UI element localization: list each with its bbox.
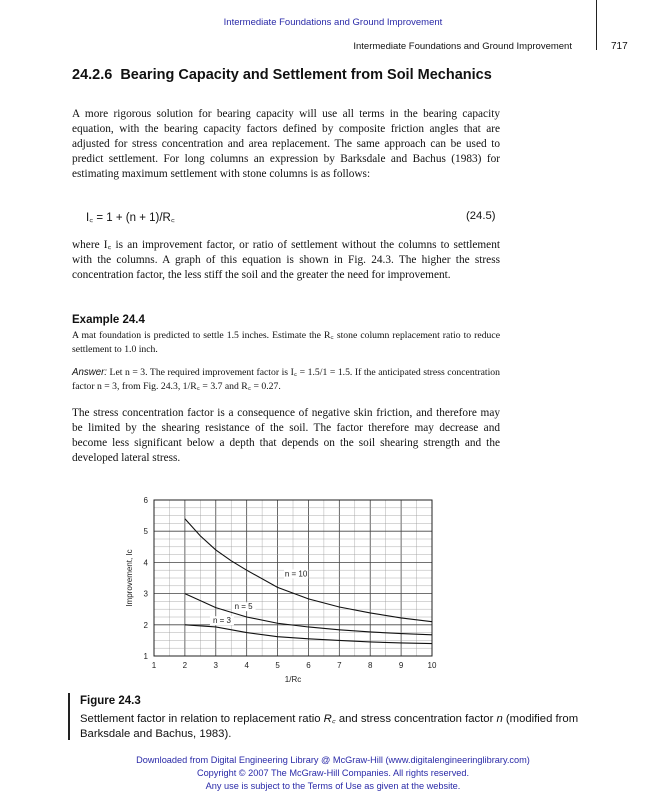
series-label: n = 10 bbox=[284, 569, 308, 579]
page-number: 717 bbox=[611, 41, 628, 52]
footer-download-link[interactable]: Downloaded from Digital Engineering Library @ McGraw-Hill (www.digitalengineeringlibrary.com) bbox=[136, 755, 530, 765]
figure-label: Figure 24.3 bbox=[80, 695, 141, 707]
section-title bbox=[72, 67, 532, 84]
y-tick-label: 1 bbox=[143, 652, 148, 661]
example-text: A mat foundation is predicted to settle 1.5 inches. Estimate the R꜀ stone column replacement ratio to reduce settlement to 1.0 inch. bbox=[72, 330, 500, 355]
footer-terms-link[interactable]: Any use is subject to the Terms of Use as given at the website. bbox=[205, 781, 461, 791]
answer-text: Let n = 3. The required improvement factor is I꜀ = 1.5/1 = 1.5. If the anticipated stress concentration factor n = 3, from Fig. 24.3, 1/R꜀ = 3.7 and R꜀ = 0.27. bbox=[72, 367, 500, 392]
running-head: Intermediate Foundations and Ground Improvement bbox=[353, 41, 572, 52]
caption-part-3: (modified from Barksdale and Bachus, 1983). bbox=[80, 713, 579, 740]
caption-part-1: Settlement factor in relation to replacement ratio bbox=[80, 713, 324, 725]
top-banner: Intermediate Foundations and Ground Improvement bbox=[223, 17, 443, 28]
y-tick-label: 3 bbox=[143, 589, 148, 599]
footer-copyright: Copyright © 2007 The McGraw-Hill Companies. All rights reserved. bbox=[196, 768, 470, 778]
y-tick-label: 2 bbox=[143, 620, 148, 630]
figure-chart bbox=[120, 494, 450, 689]
answer-label: Answer: bbox=[72, 367, 107, 378]
equation-number: (24.5) bbox=[466, 210, 496, 222]
x-tick-label: 6 bbox=[306, 661, 311, 670]
caption-part-2: and stress concentration factor bbox=[335, 713, 497, 725]
x-tick-label: 10 bbox=[427, 661, 437, 670]
y-tick-label: 4 bbox=[143, 558, 148, 568]
section-title-text: Bearing Capacity and Settlement from Soil Mechanics bbox=[120, 67, 492, 83]
x-tick-label: 2 bbox=[182, 661, 188, 670]
y-tick-label: 5 bbox=[143, 527, 148, 537]
x-tick-label: 4 bbox=[244, 661, 249, 670]
section-number: 24.2.6 bbox=[72, 67, 113, 83]
caption-var-1: R꜀ bbox=[323, 713, 336, 725]
caption-var-2: n bbox=[496, 713, 503, 725]
example-heading: Example 24.4 bbox=[72, 314, 145, 326]
y-tick-label: 6 bbox=[143, 496, 148, 505]
series-label: n = 5 bbox=[234, 602, 253, 612]
x-tick-label: 8 bbox=[367, 661, 373, 670]
caption-rule bbox=[68, 693, 70, 740]
equation: I꜀ = 1 + (n + 1)/R꜀ bbox=[86, 212, 175, 224]
y-axis-label: Improvement, Ic bbox=[125, 549, 134, 607]
figure-caption bbox=[80, 712, 620, 742]
x-tick-label: 7 bbox=[337, 661, 342, 670]
x-tick-label: 9 bbox=[398, 661, 404, 670]
body-paragraph-3: The stress concentration factor is a consequence of negative skin friction, and therefore may be limited by the shearing resistance of the soil. The factor therefore may decrease and become less significant below a depth that depends on the soil shearing strength and the developed lateral stress. bbox=[72, 407, 500, 464]
example-answer bbox=[72, 366, 500, 394]
x-tick-label: 1 bbox=[151, 661, 157, 670]
body-paragraph-2: where I꜀ is an improvement factor, or ratio of settlement without the columns to settlement with the columns. A graph of this equation is shown in Fig. 24.3. The higher the stress concentration factor, the less stiff the soil and the greater the need for improvement. bbox=[72, 239, 500, 281]
series-label: n = 3 bbox=[212, 616, 231, 626]
x-tick-label: 5 bbox=[275, 661, 280, 670]
x-tick-label: 3 bbox=[213, 661, 219, 670]
x-axis-label: 1/Rc bbox=[284, 675, 302, 684]
body-paragraph-1: A more rigorous solution for bearing capacity will use all terms in the bearing capacity equation, with the bearing capacity factors defined by composite friction angles that are adjusted for stress concentration and area replacement. The same approach can be used to predict settlement. For long columns an expression by Barksdale and Bachus (1983) for estimating maximum settlement with stone columns is as follows: bbox=[72, 108, 500, 180]
